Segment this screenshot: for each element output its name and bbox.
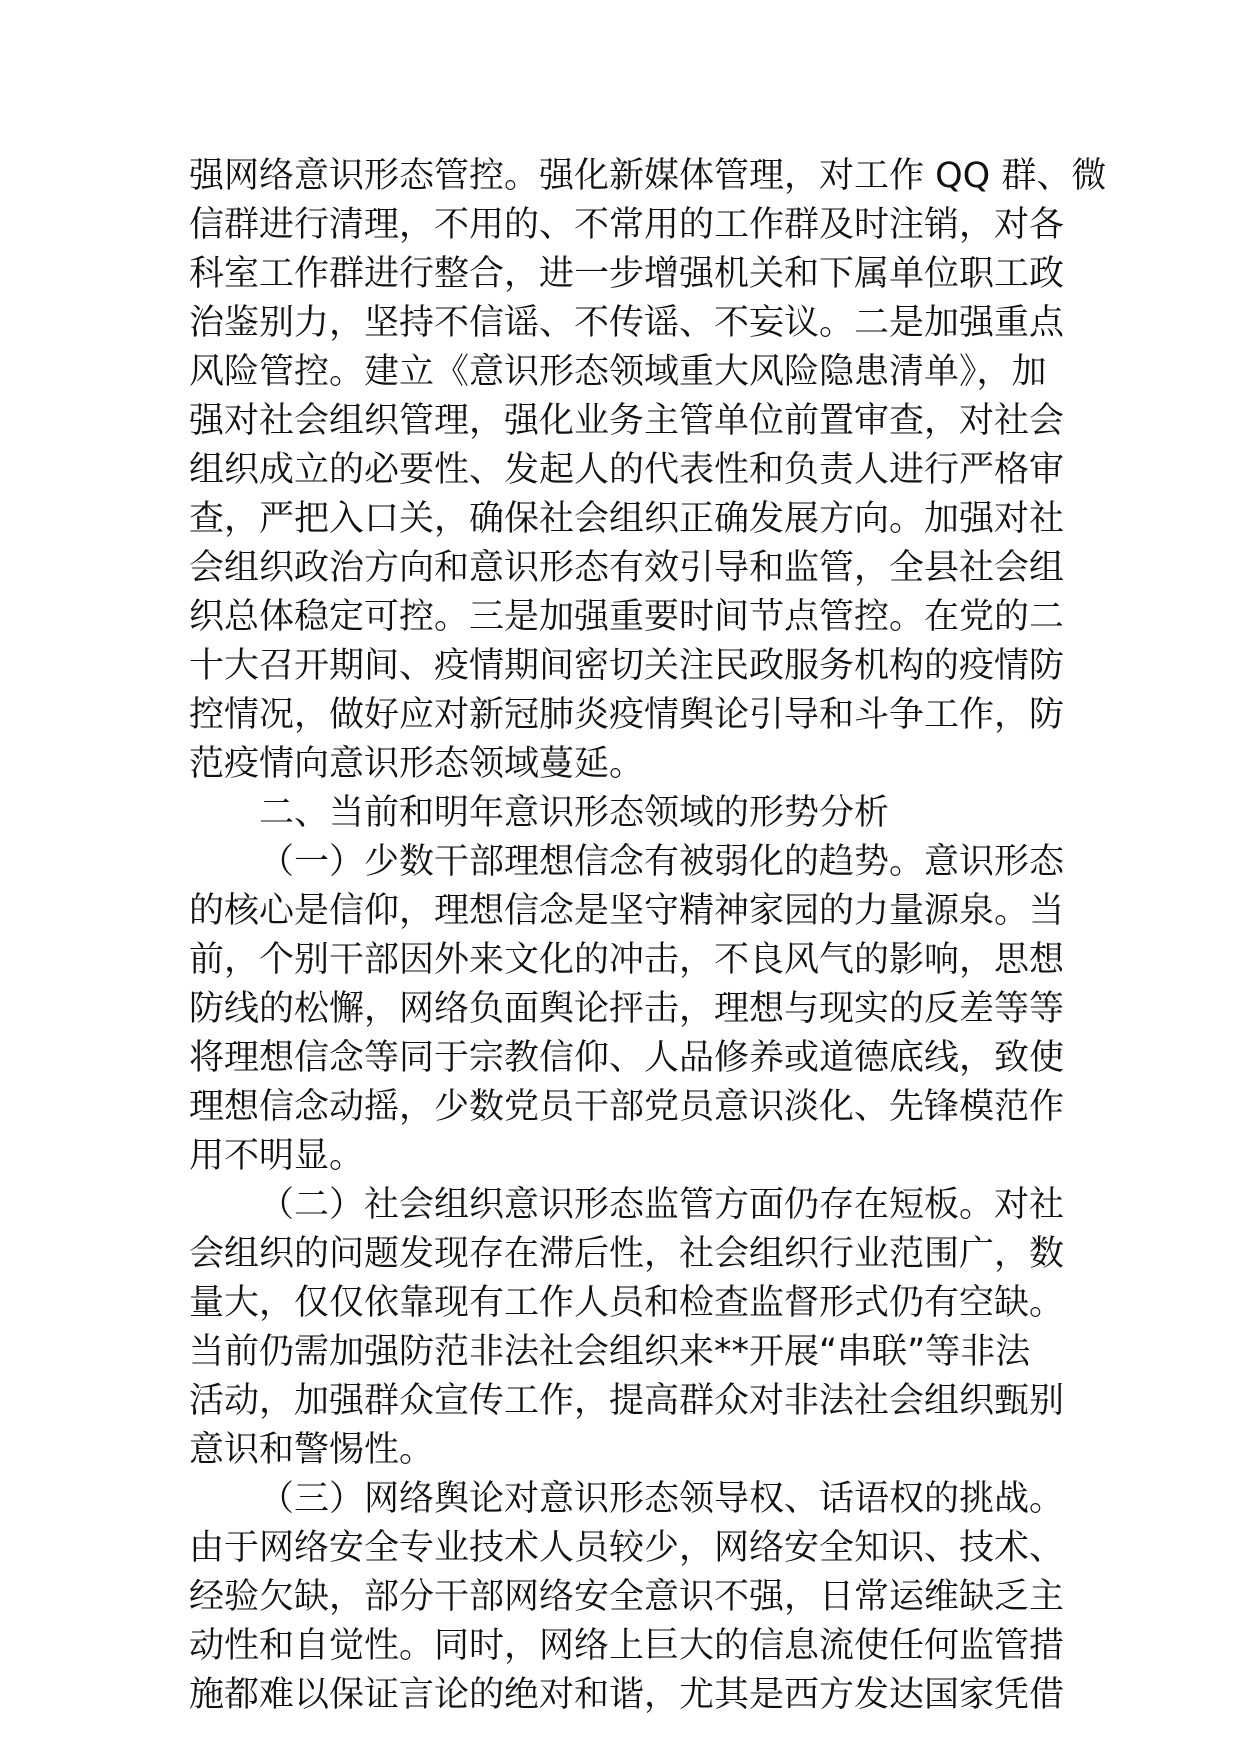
text-line: 意识和警惕性。 [189, 1430, 435, 1470]
text-line: 风险管控。建立《意识形态领域重大风险隐患清单》，加 [189, 352, 1047, 392]
text-line: 查，严把入口关，确保社会组织正确发展方向。加强对社 [189, 499, 1065, 539]
text-line: 前，个别干部因外来文化的冲击，不良风气的影响，思想 [189, 940, 1065, 980]
text-line: 活动，加强群众宣传工作，提高群众对非法社会组织甄别 [189, 1381, 1065, 1421]
text-line: 十大召开期间、疫情期间密切关注民政服务机构的疫情防 [189, 646, 1065, 686]
text-line: 当前仍需加强防范非法社会组织来**开展“串联”等非法 [189, 1332, 1031, 1372]
text-line: 信群进行清理，不用的、不常用的工作群及时注销，对各 [189, 205, 1065, 245]
text-line: 的核心是信仰，理想信念是坚守精神家园的力量源泉。当 [189, 891, 1065, 931]
text-line: 防线的松懈，网络负面舆论抨击，理想与现实的反差等等 [189, 989, 1065, 1029]
text-line: 强对社会组织管理，强化业务主管单位前置审查，对社会 [189, 401, 1065, 441]
text-line: 由于网络安全专业技术人员较少，网络安全知识、技术、 [189, 1528, 1065, 1568]
text-line: 控情况，做好应对新冠肺炎疫情舆论引导和斗争工作，防 [189, 695, 1065, 735]
text-line: 组织成立的必要性、发起人的代表性和负责人进行严格审 [189, 450, 1065, 490]
text-line: 理想信念动摇，少数党员干部党员意识淡化、先锋模范作 [189, 1087, 1065, 1127]
document-page [189, 152, 1107, 1720]
text-line: 治鉴别力，坚持不信谣、不传谣、不妄议。二是加强重点 [189, 303, 1065, 343]
document-body [189, 152, 1107, 1720]
text-line: 动性和自觉性。同时，网络上巨大的信息流使任何监管措 [189, 1626, 1065, 1666]
text-line: （一）少数干部理想信念有被弱化的趋势。意识形态 [259, 842, 1065, 882]
text-line: 将理想信念等同于宗教信仰、人品修养或道德底线，致使 [189, 1038, 1065, 1078]
text-line: 强网络意识形态管控。强化新媒体管理，对工作 QQ 群、微 [189, 156, 1107, 196]
text-line: 用不明显。 [189, 1136, 365, 1176]
text-line: 量大，仅仅依靠现有工作人员和检查监督形式仍有空缺。 [189, 1283, 1065, 1323]
text-line: 二、当前和明年意识形态领域的形势分析 [259, 793, 890, 833]
text-line: （三）网络舆论对意识形态领导权、话语权的挑战。 [259, 1479, 1065, 1519]
text-line: 织总体稳定可控。三是加强重要时间节点管控。在党的二 [189, 597, 1065, 637]
text-line: 经验欠缺，部分干部网络安全意识不强，日常运维缺乏主 [189, 1577, 1065, 1617]
text-line: （二）社会组织意识形态监管方面仍存在短板。对社 [259, 1185, 1065, 1225]
text-line: 科室工作群进行整合，进一步增强机关和下属单位职工政 [189, 254, 1065, 294]
text-line: 范疫情向意识形态领域蔓延。 [189, 744, 645, 784]
text-line: 施都难以保证言论的绝对和谐，尤其是西方发达国家凭借 [189, 1675, 1065, 1715]
text-line: 会组织的问题发现存在滞后性，社会组织行业范围广，数 [189, 1234, 1065, 1274]
text-line: 会组织政治方向和意识形态有效引导和监管，全县社会组 [189, 548, 1065, 588]
